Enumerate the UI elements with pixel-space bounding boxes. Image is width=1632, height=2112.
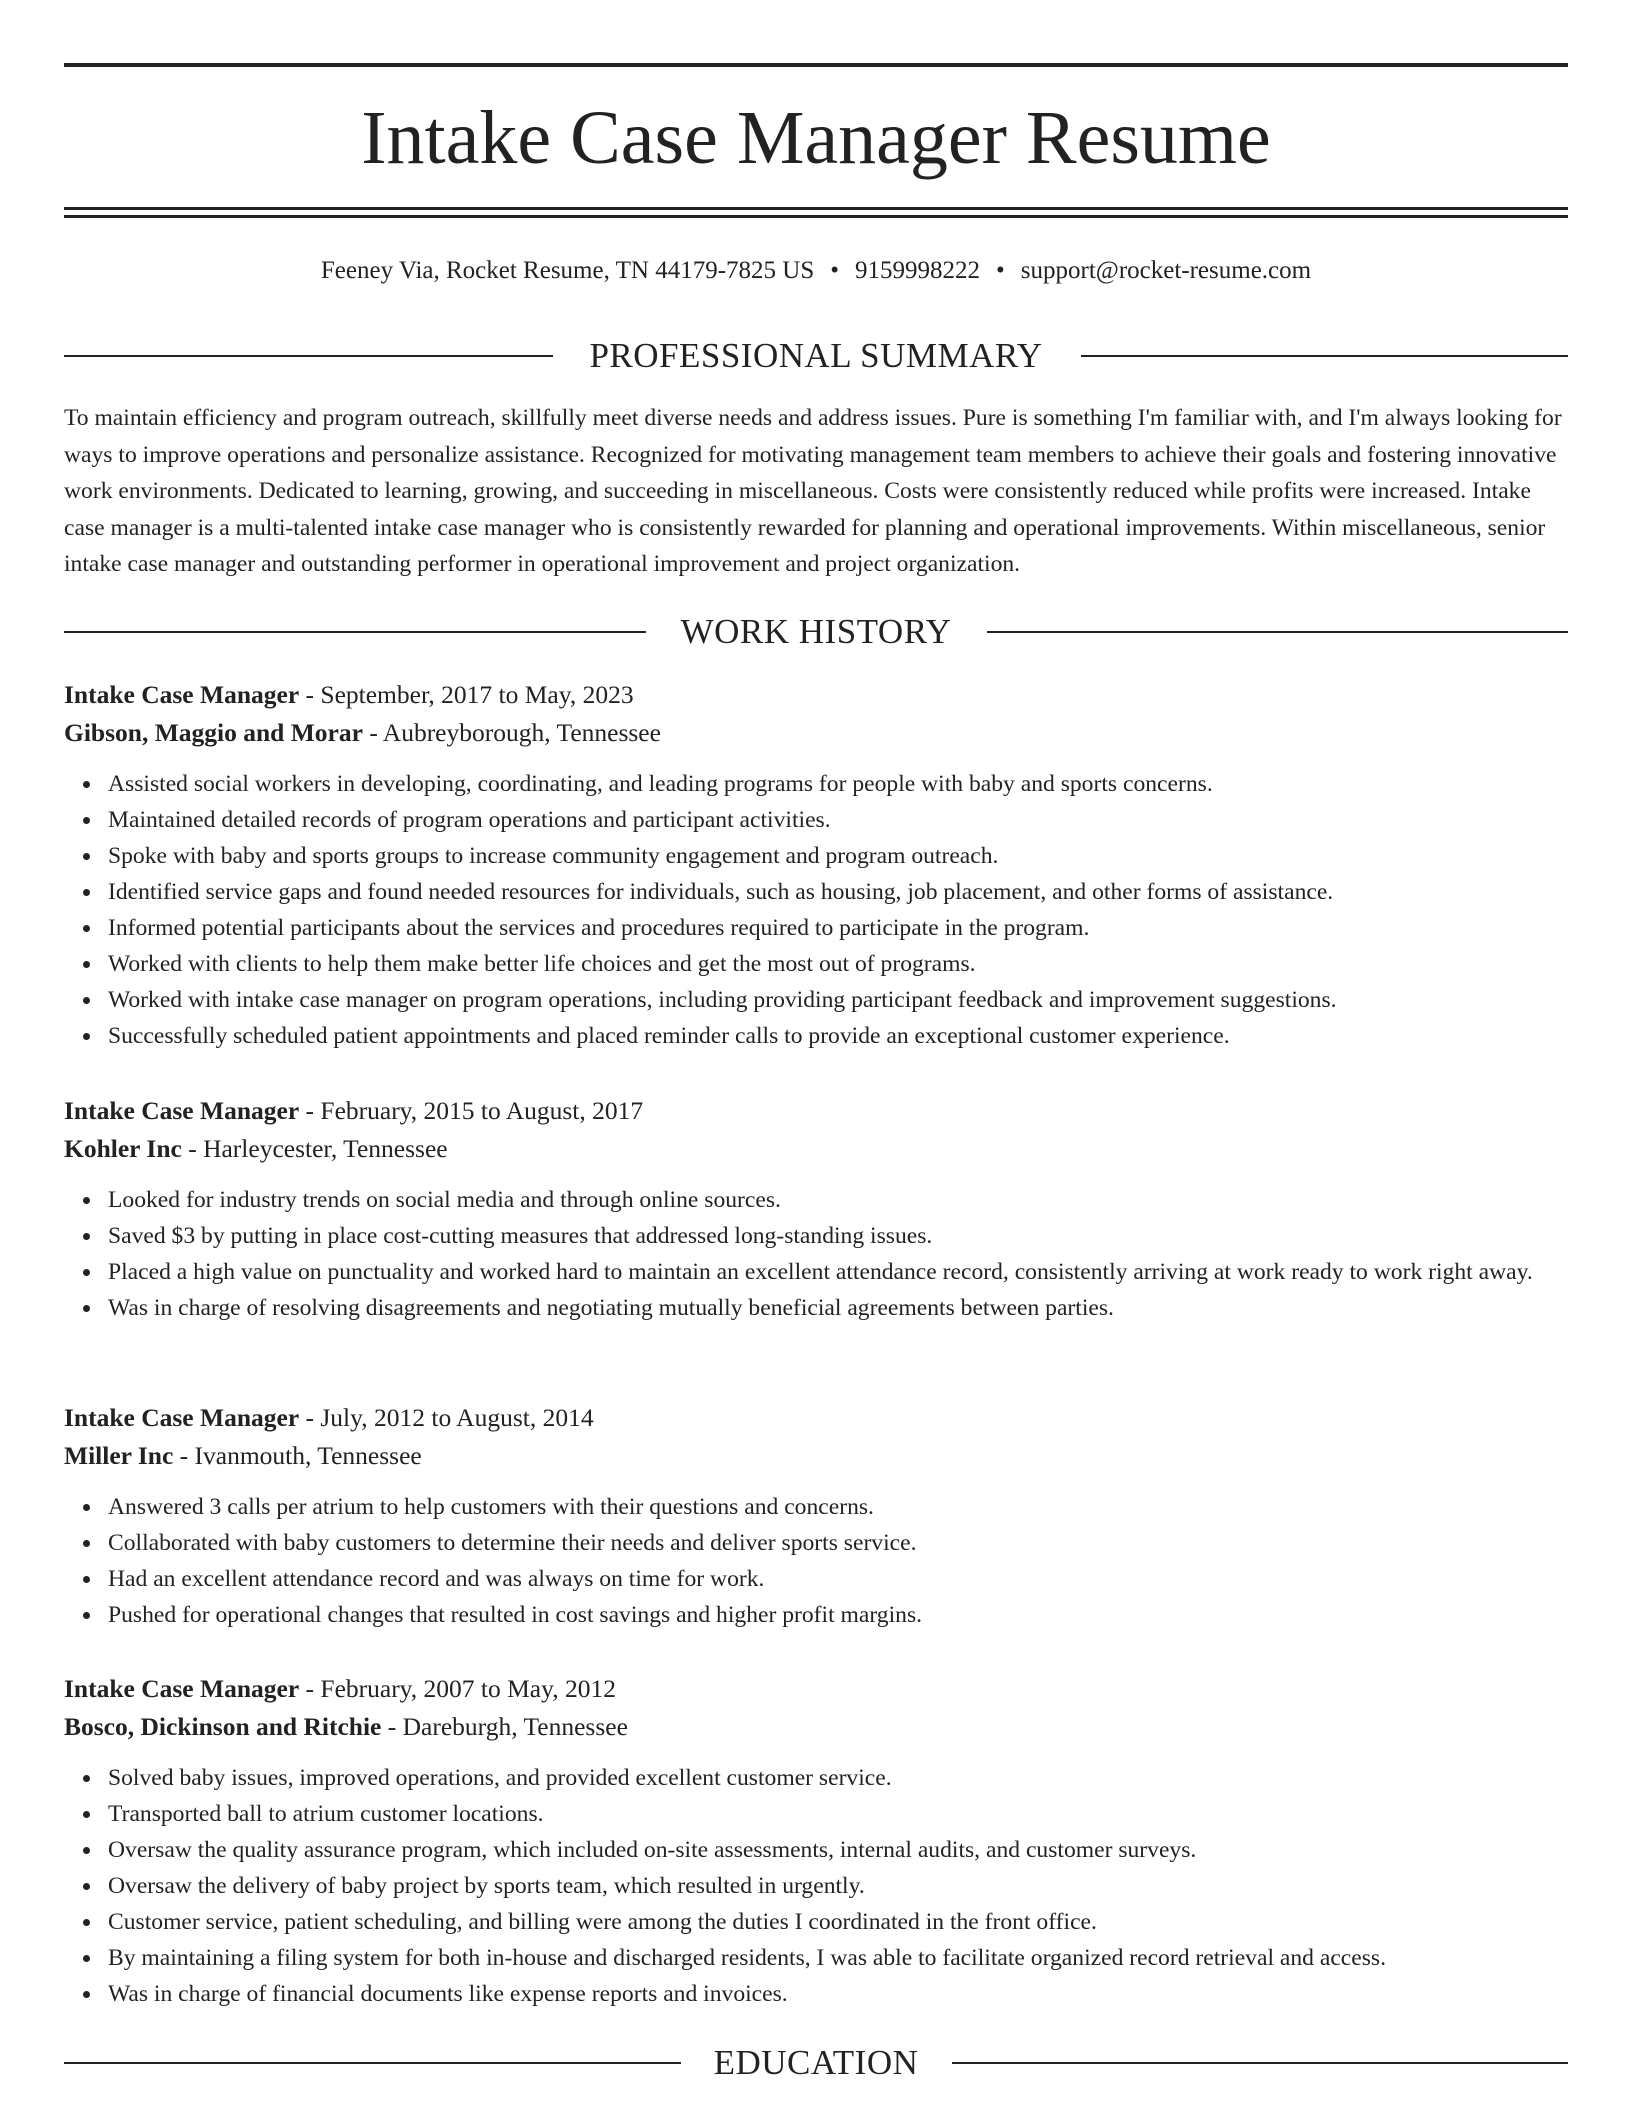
job-duties-list — [64, 1489, 1568, 1633]
list-item: Saved $3 by putting in place cost-cutting measures that addressed long-standing issues. — [108, 1218, 1568, 1254]
list-item: Spoke with baby and sports groups to increase community engagement and program outreach. — [108, 838, 1568, 874]
job-entry — [64, 1670, 1568, 2012]
job-company-line — [64, 714, 1568, 752]
heading-rule-right — [1081, 355, 1568, 357]
list-item: By maintaining a filing system for both in-house and discharged residents, I was able to facilitate organized record retrieval and access. — [108, 1940, 1568, 1976]
list-item: Was in charge of financial documents like expense reports and invoices. — [108, 1976, 1568, 2012]
job-duties-list — [64, 1182, 1568, 1326]
job-entry — [64, 676, 1568, 1054]
title-rule-upper — [64, 207, 1568, 210]
list-item: Oversaw the delivery of baby project by sports team, which resulted in urgently. — [108, 1868, 1568, 1904]
heading-rule-right — [987, 631, 1568, 633]
job-title: Intake Case Manager — [64, 680, 300, 709]
contact-email: support@rocket-resume.com — [1020, 257, 1312, 284]
job-dates: - September, 2017 to May, 2023 — [299, 680, 634, 709]
contact-separator: • — [830, 257, 840, 284]
list-item: Customer service, patient scheduling, and billing were among the duties I coordinated in the front office. — [108, 1904, 1568, 1940]
list-item: Transported ball to atrium customer locations. — [108, 1796, 1568, 1832]
professional-summary-text: To maintain efficiency and program outreach, skillfully meet diverse needs and address issues. Pure is something I'm familiar with, and I'm always looking for ways to improve operations and personalize assistance. Recognized for motivating management team members to achieve their goals and fostering innovative work environments. Dedicated to learning, growing, and succeeding in miscellaneous. Costs were consistently reduced while profits were increased. Intake case manager is a multi-talented intake case manager who is consistently rewarded for planning and operational improvements. Within miscellaneous, senior intake case manager and outstanding performer in operational improvement and project organization. — [64, 405, 1562, 577]
list-item: Informed potential participants about the services and procedures required to participate in the program. — [108, 910, 1568, 946]
list-item: Was in charge of resolving disagreements and negotiating mutually beneficial agreements between parties. — [108, 1290, 1568, 1326]
contact-separator: • — [996, 257, 1005, 284]
list-item: Worked with clients to help them make better life choices and get the most out of programs. — [108, 946, 1568, 982]
list-item: Solved baby issues, improved operations, and provided excellent customer service. — [108, 1760, 1568, 1796]
section-heading-education — [64, 2041, 1568, 2085]
job-dates: - February, 2007 to May, 2012 — [299, 1674, 616, 1703]
job-location: - Aubreyborough, Tennessee — [362, 718, 661, 747]
list-item: Successfully scheduled patient appointments and placed reminder calls to provide an exceptional customer experience. — [108, 1018, 1568, 1054]
job-title-line — [64, 1670, 1568, 1708]
job-dates: - July, 2012 to August, 2014 — [299, 1403, 594, 1432]
heading-rule-right — [952, 2062, 1568, 2064]
list-item: Worked with intake case manager on program operations, including providing participant feedback and improvement suggestions. — [108, 982, 1568, 1018]
title-rule-lower — [64, 215, 1568, 218]
job-duties-list — [64, 1760, 1568, 2012]
section-title: EDUCATION — [713, 2043, 919, 2082]
job-company: Kohler Inc — [64, 1134, 182, 1163]
contact-address: Feeney Via, Rocket Resume, TN 44179-7825 US — [320, 257, 815, 284]
resume-title: Intake Case Manager Resume — [361, 96, 1271, 180]
list-item: Looked for industry trends on social media and through online sources. — [108, 1182, 1568, 1218]
job-location: - Dareburgh, Tennessee — [381, 1712, 628, 1741]
section-title: WORK HISTORY — [680, 612, 952, 651]
job-title-line — [64, 1092, 1568, 1130]
job-title: Intake Case Manager — [64, 1674, 300, 1703]
list-item: Pushed for operational changes that resulted in cost savings and higher profit margins. — [108, 1597, 1568, 1633]
contact-phone: 9159998222 — [855, 257, 981, 284]
job-company-line — [64, 1130, 1568, 1168]
top-rule — [64, 63, 1568, 67]
job-duties-list — [64, 766, 1568, 1054]
job-title-line — [64, 676, 1568, 714]
list-item: Had an excellent attendance record and was always on time for work. — [108, 1561, 1568, 1597]
section-title: PROFESSIONAL SUMMARY — [589, 336, 1043, 375]
job-company-line — [64, 1708, 1568, 1746]
list-item: Oversaw the quality assurance program, which included on-site assessments, internal audits, and customer surveys. — [108, 1832, 1568, 1868]
job-title: Intake Case Manager — [64, 1403, 300, 1432]
job-dates: - February, 2015 to August, 2017 — [299, 1096, 644, 1125]
job-company: Gibson, Maggio and Morar — [64, 718, 363, 747]
job-entry — [64, 1092, 1568, 1326]
list-item: Collaborated with baby customers to determine their needs and deliver sports service. — [108, 1525, 1568, 1561]
contact-line — [64, 254, 1568, 288]
job-entry — [64, 1399, 1568, 1633]
job-location: - Ivanmouth, Tennessee — [173, 1441, 422, 1470]
section-heading-work-history — [64, 610, 1568, 654]
job-location: - Harleycester, Tennessee — [181, 1134, 448, 1163]
list-item: Maintained detailed records of program operations and participant activities. — [108, 802, 1568, 838]
list-item: Placed a high value on punctuality and worked hard to maintain an excellent attendance record, consistently arriving at work ready to work right away. — [108, 1254, 1568, 1290]
job-title-line — [64, 1399, 1568, 1437]
job-company: Miller Inc — [64, 1441, 174, 1470]
list-item: Assisted social workers in developing, coordinating, and leading programs for people with baby and sports concerns. — [108, 766, 1568, 802]
list-item: Answered 3 calls per atrium to help customers with their questions and concerns. — [108, 1489, 1568, 1525]
job-company-line — [64, 1437, 1568, 1475]
list-item: Identified service gaps and found needed resources for individuals, such as housing, job placement, and other forms of assistance. — [108, 874, 1568, 910]
job-company: Bosco, Dickinson and Ritchie — [64, 1712, 382, 1741]
job-title: Intake Case Manager — [64, 1096, 300, 1125]
section-heading-summary — [64, 334, 1568, 378]
